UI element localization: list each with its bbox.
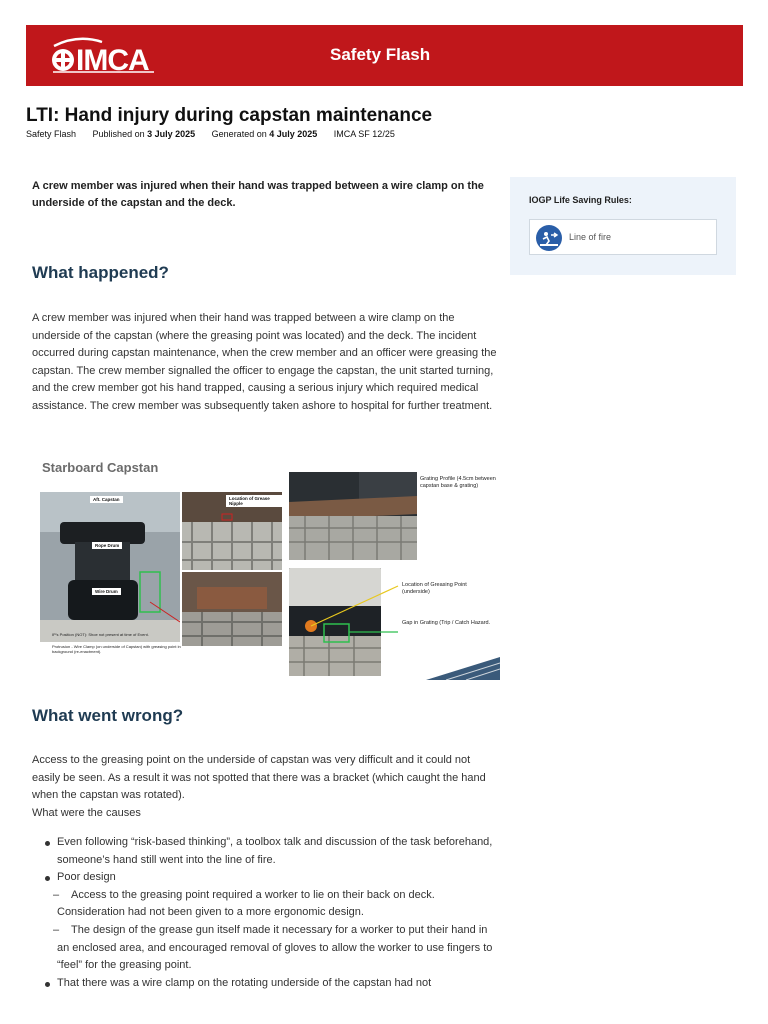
list-item-sub: – Access to the greasing point required a worker to lie on their back on deck. Consideration had not been given to a more ergonomic design. — [53, 888, 435, 919]
rule-label: Line of fire — [569, 232, 612, 242]
heading-what-went-wrong: What went wrong? — [32, 706, 184, 725]
caption-ip-position: IP's Position (NOT): Shoe not present at time of Event. — [52, 632, 149, 637]
what-happened-body: A crew member was injured when their hand was trapped between a wire clamp on the underside of the capstan (where the greasing point was located) and the deck. The incident occurred during capstan maintenance, when the crew member and an officer were greasing the capstan. The crew member signalled the officer to engage the capstan, the unit started turning, and the crew member got his hand trapped, causing a serious injury which required medical assistance. The crew member was subsequently taken ashore to hospital for further treatment. — [32, 312, 497, 412]
causes-list — [32, 834, 502, 992]
intro-summary: A crew member was injured when their hand was trapped between a wire clamp on the underside of the capstan and the deck. — [32, 180, 484, 209]
rule-line-of-fire[interactable] — [529, 219, 717, 255]
corner-photo-image — [416, 655, 500, 680]
caption-protrusion: Protrusion - Wire Clamp (on underside of Capstan) with greasing point in background (re-enactment). — [52, 644, 181, 654]
list-item: Poor design — [32, 869, 502, 887]
list-item: That there was a wire clamp on the rotating underside of the capstan had not — [32, 975, 502, 993]
tag-wire-drum: Wire Drum — [92, 588, 121, 595]
figure-callout-lines — [32, 452, 500, 680]
tag-grease-nipple: Location of Grease Nipple — [226, 495, 282, 507]
heading-what-happened: What happened? — [32, 263, 169, 282]
line-of-fire-icon — [535, 225, 563, 251]
capstan-figure — [32, 452, 500, 680]
tag-rope-drum: Rope Drum — [92, 542, 122, 549]
label-gap-grating: Gap in Grating (Trip / Catch Hazard. — [402, 620, 491, 626]
sidebar-title: IOGP Life Saving Rules: — [529, 195, 632, 205]
photo-corner — [416, 655, 500, 680]
logo-text: IMCA — [76, 44, 149, 77]
causes-intro: What were the causes — [32, 807, 141, 819]
imca-logo[interactable] — [50, 36, 160, 76]
page-title: LTI: Hand injury during capstan maintenance — [26, 105, 433, 126]
list-item: Even following “risk-based thinking”, a toolbox talk and discussion of the task beforehand, someone’s hand still went into the line of fire. — [32, 834, 502, 869]
article-meta — [26, 129, 409, 139]
meta-type: Safety Flash — [26, 129, 77, 139]
label-grating-profile: Grating Profile (4.5cm between capstan base & grating) — [420, 476, 496, 489]
dash-icon: – — [53, 923, 60, 936]
meta-generated: Generated on 4 July 2025 — [211, 129, 318, 139]
meta-published: Published on 3 July 2025 — [92, 129, 196, 139]
banner-title: Safety Flash — [330, 45, 431, 64]
header-banner — [26, 25, 743, 86]
dash-icon: – — [53, 888, 60, 901]
list-item-sub: – The design of the grease gun itself made it necessary for a worker to put their hand in an enclosed area, and encouraged removal of gloves to allow the worker to use fingers to “feel” for the greasing point. — [53, 923, 493, 972]
what-went-wrong-body: Access to the greasing point on the underside of capstan was very difficult and it could not easily be seen. As a result it was not spotted that there was a bracket (which caught the hand when the capstan was rotated). — [32, 754, 486, 802]
tag-aft-capstan: Aft. Capstan — [90, 496, 123, 503]
life-saving-rules-panel — [510, 177, 736, 275]
figure-title: Starboard Capstan — [42, 460, 159, 475]
label-greasing-point: Location of Greasing Point (underside) — [402, 582, 467, 595]
meta-reference: IMCA SF 12/25 — [333, 129, 395, 139]
